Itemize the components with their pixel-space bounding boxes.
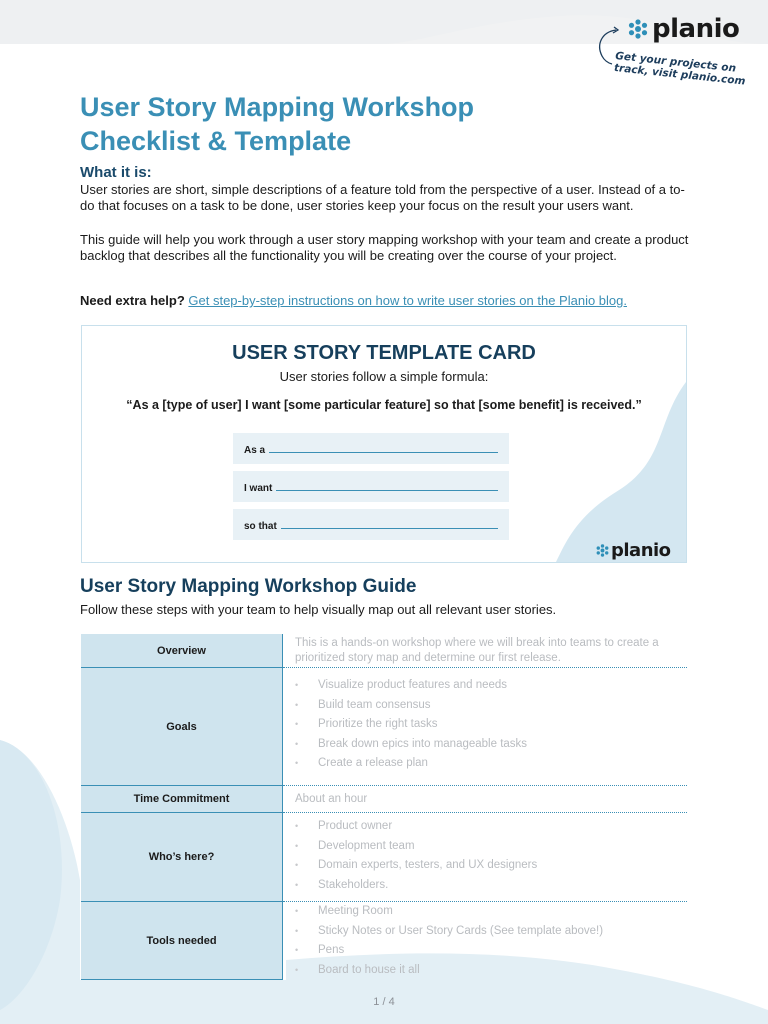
tagline[interactable]: Get your projects on track, visit planio.com: [613, 50, 746, 88]
i-want-label: I want: [244, 483, 273, 494]
page-title: User Story Mapping Workshop Checklist & Template: [80, 92, 475, 156]
row-value: [283, 668, 687, 785]
row-value: [283, 902, 687, 980]
list-item: • Break down epics into manageable tasks: [295, 735, 687, 755]
planio-logo[interactable]: [628, 14, 739, 44]
list-item: • Build team consensus: [295, 696, 687, 716]
as-a-field[interactable]: [233, 433, 509, 464]
row-label: Time Commitment: [81, 786, 283, 812]
so-that-field[interactable]: [233, 509, 509, 540]
row-value: About an hour: [295, 793, 368, 805]
what-it-is-heading: What it is:: [80, 164, 152, 181]
row-label: Tools needed: [81, 902, 283, 980]
card-subtitle: User stories follow a simple formula:: [279, 369, 489, 384]
card-formula: “As a [type of user] I want [some particular feature] so that [some benefit] is received.”: [126, 398, 642, 412]
list-item: • Sticky Notes or User Story Cards (See template above!): [295, 922, 687, 942]
page-number: 1 / 4: [373, 996, 395, 1008]
card-logo-wordmark: planio: [611, 540, 671, 561]
row-value: This is a hands-on workshop where we will break into teams to create a prioritized story map and determine our first release.: [295, 637, 659, 664]
planio-mark-icon: [628, 19, 648, 39]
so-that-label: so that: [244, 521, 277, 532]
guide-subtitle: Follow these steps with your team to help visually map out all relevant user stories.: [80, 602, 557, 617]
table-row-goals: [81, 668, 687, 785]
table-row-overview: [81, 634, 687, 667]
workshop-guide-table: [81, 634, 687, 980]
list-item: • Domain experts, testers, and UX designers: [295, 856, 687, 876]
list-item: • Board to house it all: [295, 961, 687, 981]
row-label: Goals: [81, 668, 283, 785]
list-item: • Pens: [295, 941, 687, 961]
intro-paragraph: User stories are short, simple descriptions of a feature told from the perspective of a user. Instead of a to-do that focuses on a task to be done, user stories keep your focus on the result your users want.: [80, 182, 685, 213]
i-want-field[interactable]: [233, 471, 509, 502]
table-row-time: [81, 786, 687, 812]
help-line: [80, 293, 627, 308]
help-label: Need extra help?: [80, 293, 185, 308]
list-item: • Create a release plan: [295, 754, 687, 774]
guide-paragraph: This guide will help you work through a user story mapping workshop with your team and create a product backlog that describes all the functionality you will be creating over the course of your project.: [80, 232, 689, 263]
guide-title: User Story Mapping Workshop Guide: [80, 576, 417, 597]
user-story-template-card: [81, 325, 687, 563]
list-item: • Visualize product features and needs: [295, 676, 687, 696]
list-item: • Development team: [295, 837, 687, 857]
table-row-tools: [81, 902, 687, 980]
row-label: Who’s here?: [81, 813, 283, 901]
table-row-whos-here: [81, 813, 687, 901]
logo-wordmark: planio: [652, 14, 740, 44]
list-item: • Stakeholders.: [295, 876, 687, 896]
list-item: • Prioritize the right tasks: [295, 715, 687, 735]
row-value: [283, 813, 687, 901]
planio-mark-icon: [596, 544, 609, 557]
fill-line: [276, 490, 498, 491]
list-item: • Meeting Room: [295, 902, 687, 922]
card-title: USER STORY TEMPLATE CARD: [232, 342, 536, 364]
fill-line: [269, 452, 498, 453]
planio-blog-link[interactable]: Get step-by-step instructions on how to write user stories on the Planio blog.: [188, 293, 628, 308]
fill-line: [281, 528, 498, 529]
row-divider: [81, 979, 283, 980]
list-item: • Product owner: [295, 817, 687, 837]
row-label: Overview: [81, 634, 283, 667]
as-a-label: As a: [244, 445, 266, 456]
card-planio-logo: [596, 540, 671, 561]
